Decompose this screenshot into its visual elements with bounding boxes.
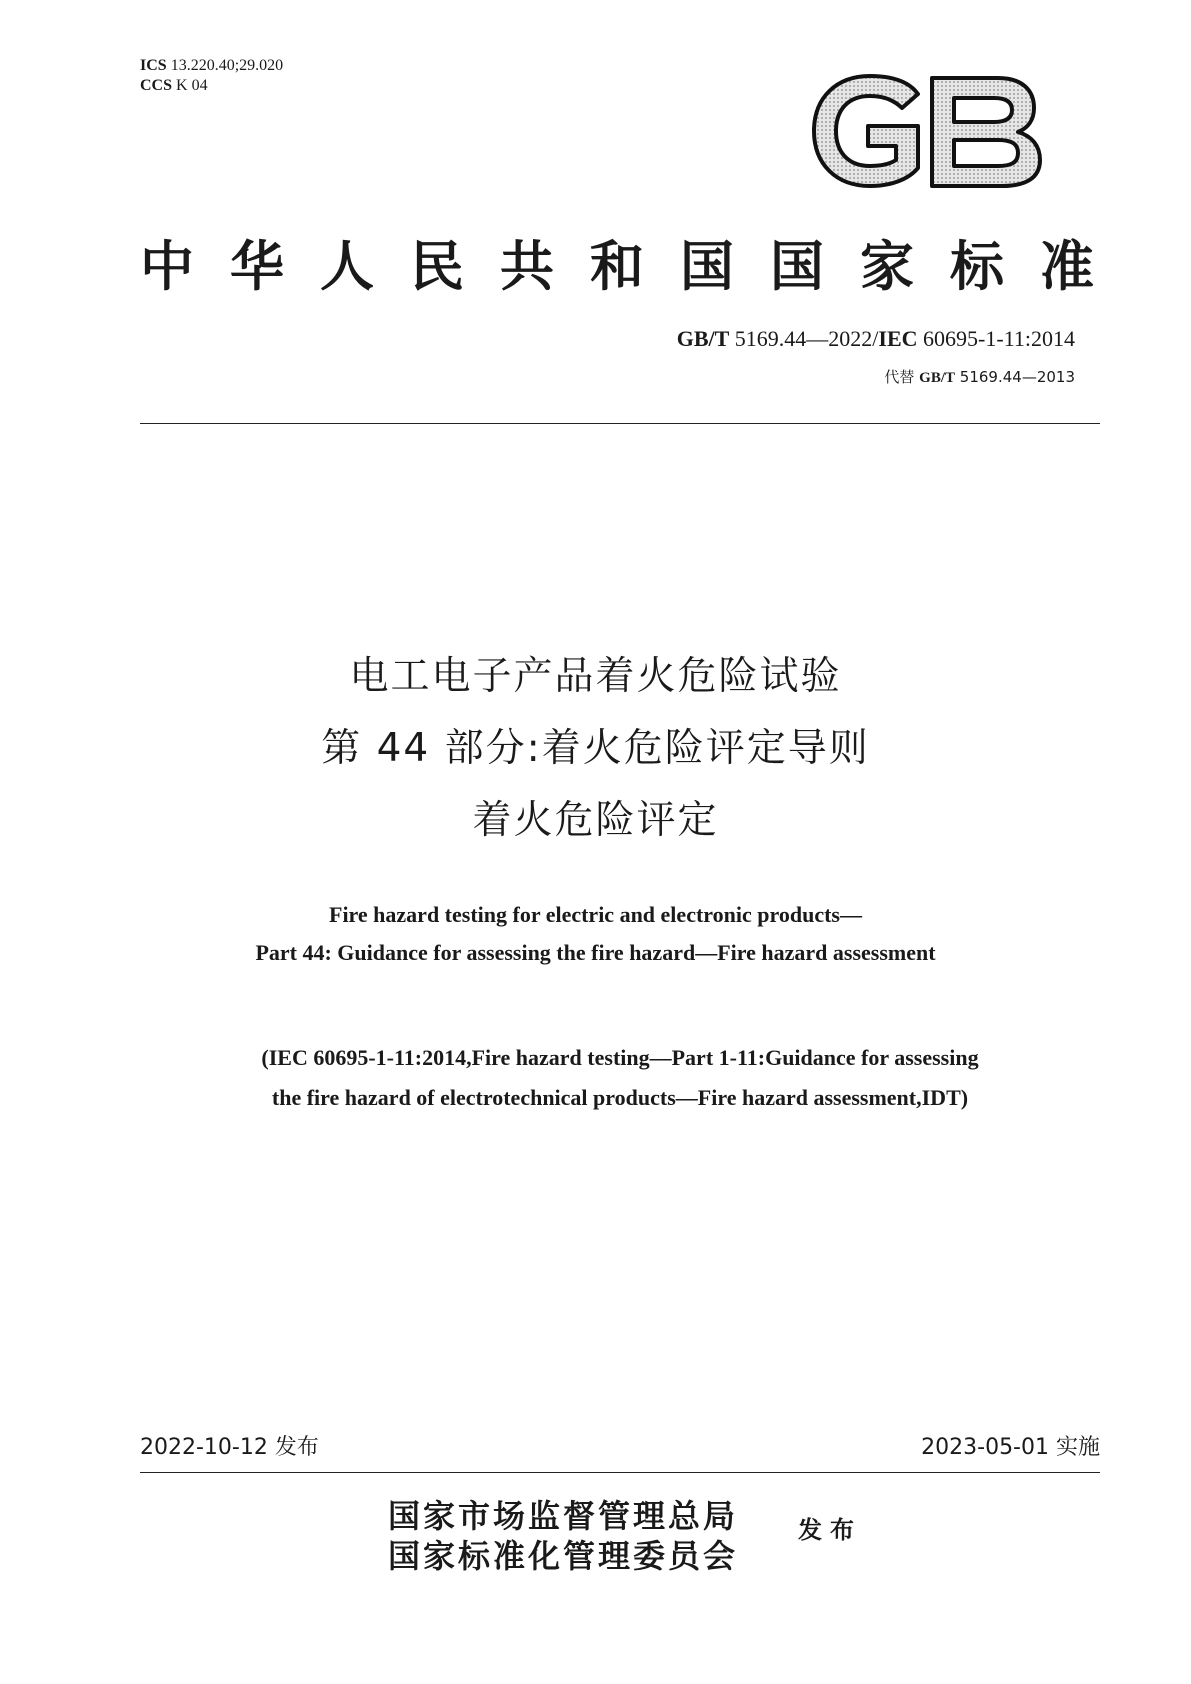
ics-value: 13.220.40;29.020	[170, 57, 284, 74]
implementation-date: 2023-05-01 实施	[921, 1435, 1100, 1460]
idt-note-line1: (IEC 60695-1-11:2014,Fire hazard testing—Part 1-11:Guidance for assessing	[261, 1045, 979, 1070]
iec-body: 60695-1-11:2014	[923, 326, 1075, 351]
national-standard-title: 中华人民共和国国家标准	[140, 234, 1100, 298]
ccs-label: CCS	[140, 77, 173, 94]
ics-line	[140, 56, 283, 76]
logo-text: GB	[808, 72, 810, 73]
replaces-line	[884, 366, 1075, 387]
std-body: 5169.44—2022/	[734, 326, 879, 351]
title-cn-line2: 第 44 部分:着火危险评定导则	[321, 726, 870, 771]
ccs-line	[140, 76, 283, 96]
std-prefix: GB/T	[676, 326, 730, 351]
ics-label: ICS	[140, 57, 167, 74]
gb-logo	[808, 72, 1044, 190]
issuer-sac: 国家标准化管理委员会	[388, 1537, 739, 1575]
issuer-samr: 国家市场监督管理总局	[388, 1497, 739, 1535]
ccs-value: K 04	[176, 77, 208, 94]
release-label: 发布	[798, 1515, 862, 1544]
title-en-line2: Part 44: Guidance for assessing the fire hazard—Fire hazard assessment	[255, 940, 936, 965]
replaces-prefix: GB/T	[919, 370, 956, 386]
footer-divider	[140, 1472, 1100, 1473]
title-cn-line1: 电工电子产品着火危险试验	[349, 654, 842, 699]
replaces-label: 代替	[884, 368, 915, 386]
replaces-body: 5169.44—2013	[959, 368, 1075, 386]
title-en-line1: Fire hazard testing for electric and electronic products—	[329, 902, 862, 927]
classification-codes	[140, 56, 283, 96]
idt-note-line2: the fire hazard of electrotechnical products—Fire hazard assessment,IDT)	[271, 1085, 969, 1110]
header-divider	[140, 423, 1100, 424]
standard-number	[677, 326, 1075, 352]
issue-date: 2022-10-12 发布	[140, 1435, 319, 1460]
issuing-organizations	[388, 1496, 738, 1576]
title-cn-line3: 着火危险评定	[472, 798, 719, 843]
iec-prefix: IEC	[878, 326, 918, 351]
